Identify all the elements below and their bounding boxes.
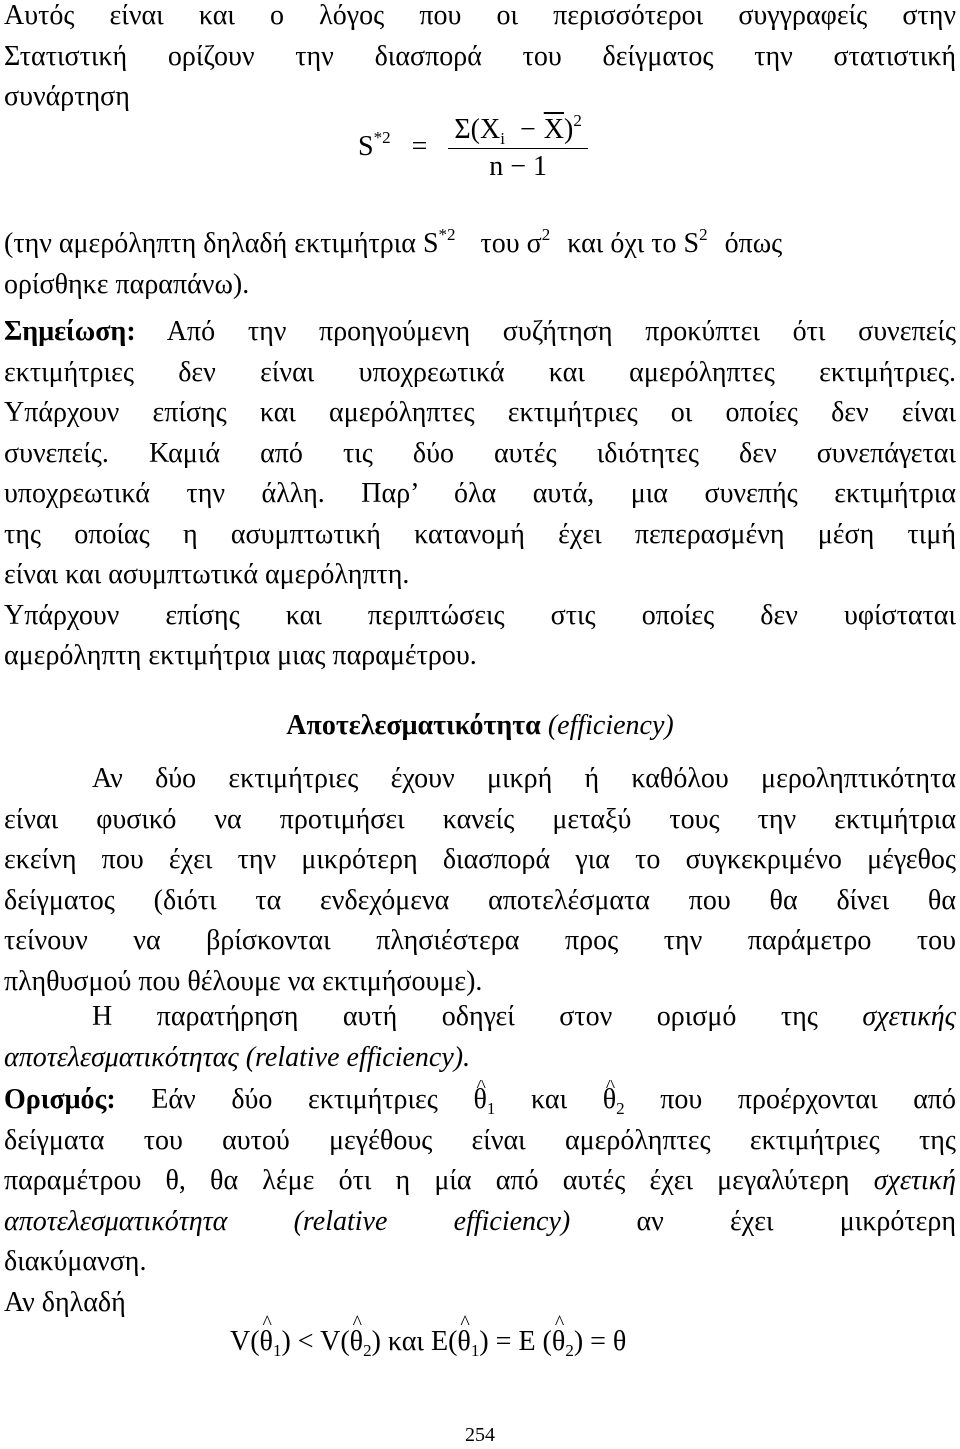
text-line: αμερόληπτη εκτιμήτρια μιας παραμέτρου.: [4, 640, 477, 671]
theta-symbol: θ: [349, 1326, 364, 1357]
formula-part: ): [281, 1326, 291, 1357]
theta-symbol: θ: [457, 1326, 471, 1357]
theta-symbol: θ: [473, 1084, 487, 1115]
text-fragment: του σ: [473, 228, 542, 259]
text-line: δείγματος (διότι τα ενδεχόμενα αποτελέσματα που θα δίνει θα: [4, 884, 956, 916]
text-fragment: Εάν δύο εκτιμήτριες: [115, 1084, 474, 1115]
subscript: 1: [470, 1341, 480, 1360]
text-line: Υπάρχουν επίσης και αμερόληπτες εκτιμήτριες οι οποίες δεν είναι: [4, 397, 956, 428]
text-line: [4, 224, 956, 265]
subscript: 1: [486, 1099, 496, 1118]
formula-part: <: [290, 1326, 321, 1357]
text-fragment-italic: σχετική: [873, 1165, 956, 1196]
theta-hat-1: [474, 1080, 496, 1121]
text-line: είναι φυσικό να προτιμήσει κανείς μεταξύ τους την εκτιμήτρια: [4, 803, 956, 835]
superscript: 2: [541, 225, 551, 244]
text-line: [4, 1161, 956, 1202]
text-line: τείνουν να βρίσκονται πλησιέστερα προς την παράμετρο του: [4, 925, 956, 956]
formula-part: και: [380, 1326, 431, 1357]
text-line: [4, 1080, 956, 1121]
text-fragment: παραμέτρου θ, θα λέμε ότι η μία από αυτές έχει μεγαλύτερη: [4, 1165, 874, 1196]
text-line: ορίσθηκε παραπάνω).: [4, 268, 250, 300]
formula-minus: −: [519, 114, 536, 145]
text-line: [4, 1202, 956, 1243]
theta-hat-2: [552, 1326, 574, 1358]
theta-symbol: θ: [259, 1326, 273, 1357]
text-line: υποχρεωτικά την άλλη. Παρ’ όλα αυτά, μια συνεπής εκτιμήτρια: [4, 478, 956, 509]
text-line: πληθυσμού που θέλουμε να εκτιμήσουμε).: [4, 965, 483, 997]
note-label: Σημείωση:: [4, 316, 136, 347]
formula-fraction: [448, 111, 587, 183]
text-line: συνεπείς. Καμιά από τις δύο αυτές ιδιότητες δεν συνεπάγεται: [4, 437, 956, 469]
theta-symbol: θ: [551, 1326, 566, 1357]
section-title-bold: Αποτελεσματικότητα: [286, 710, 541, 741]
section-title-italic: (efficiency): [540, 710, 674, 741]
section-title: [4, 706, 956, 747]
formula-part: =: [488, 1326, 519, 1357]
text-fragment: όπως: [717, 228, 783, 259]
text-line: εκτιμήτριες δεν είναι υποχρεωτικά και αμερόληπτες εκτιμήτριες.: [4, 356, 956, 388]
theta-hat-1: [457, 1326, 479, 1358]
text-line: της οποίας η ασυμπτωτική κατανομή έχει πεπερασμένη μέση τιμή: [4, 518, 956, 550]
text-line: εκείνη που έχει την μικρότερη διασπορά για το συγκεκριμένο μέγεθος: [4, 844, 956, 875]
formula-part: ): [371, 1326, 381, 1357]
text-line: Στατιστική ορίζουν την διασπορά του δείγματος την στατιστική: [4, 40, 956, 72]
text-fragment-italic: αποτελεσματικότητας (relative efficiency).: [4, 1041, 471, 1073]
superscript: *2: [438, 225, 456, 244]
formula-numerator: [448, 111, 587, 149]
text-fragment: Από την προηγούμενη συζήτηση προκύπτει ότι συνεπείς: [135, 316, 956, 347]
formula-part: ): [573, 1326, 584, 1357]
subscript: 2: [363, 1341, 372, 1360]
paragraph-note: [4, 312, 956, 677]
theta-hat-1: [260, 1326, 282, 1358]
theta-hat-2: [603, 1080, 625, 1121]
formula-part: E(: [430, 1326, 458, 1357]
formula-lhs: S: [358, 130, 374, 162]
text-line: Αν δύο εκτιμήτριες έχουν μικρή ή καθόλου μεροληπτικότητα: [92, 763, 956, 794]
subscript: 1: [272, 1341, 282, 1360]
text-line: συνάρτηση: [4, 81, 130, 112]
section-title-line: [4, 706, 956, 747]
paragraph-intro: [4, 0, 956, 118]
formula-efficiency-condition: [230, 1326, 626, 1358]
formula-equals: =: [411, 130, 428, 162]
text-line: [4, 1038, 956, 1079]
definition-label: Ορισμός:: [4, 1084, 116, 1115]
text-fragment: και: [531, 1084, 603, 1115]
text-line: Αυτός είναι και ο λόγος που οι περισσότεροι συγγραφείς στην: [4, 0, 956, 31]
text-fragment: και όχι το S: [560, 228, 700, 259]
formula-part: V(: [320, 1326, 350, 1357]
text-line: Υπάρχουν επίσης και περιπτώσεις στις οποίες δεν υφίσταται: [4, 599, 956, 631]
formula-close-paren: ): [563, 114, 574, 145]
paragraph-observation: [4, 997, 956, 1078]
formula-sample-variance: [358, 111, 588, 183]
text-fragment-italic: σχετικής: [862, 1001, 956, 1032]
text-line: είναι και ασυμπτωτικά αμερόληπτη.: [4, 559, 410, 590]
formula-part: = θ: [583, 1326, 627, 1357]
subscript: 2: [616, 1099, 625, 1118]
page-number: 254: [465, 1424, 495, 1446]
paragraph-efficiency: [4, 759, 956, 1002]
formula-xbar: $\overline{X}$: [543, 114, 564, 145]
superscript: 2: [699, 225, 708, 244]
formula-part: V(: [230, 1326, 260, 1357]
text-line: [4, 997, 956, 1038]
text-fragment-italic: αποτελεσματικότητα (relative efficiency): [4, 1205, 571, 1237]
text-fragment: που προέρχονται από: [660, 1084, 956, 1115]
theta-symbol: θ: [602, 1084, 617, 1115]
formula-sum: Σ(X: [454, 114, 501, 145]
theta-hat-2: [350, 1326, 372, 1358]
text-line: διακύμανση.: [4, 1246, 147, 1277]
formula-part: E (: [518, 1326, 552, 1357]
formula-sub-i: i: [500, 129, 505, 148]
text-line: δείγματα του αυτού μεγέθους είναι αμερόληπτες εκτιμήτριες της: [4, 1124, 956, 1156]
text-fragment: (την αμερόληπτη δηλαδή εκτιμήτρια S: [4, 228, 439, 259]
formula-square: 2: [573, 111, 582, 130]
paragraph-unbiased: [4, 224, 956, 305]
formula-part: ): [479, 1326, 489, 1357]
formula-lhs-sup: *2: [373, 127, 391, 147]
text-line: [4, 312, 956, 353]
formula-denominator: n − 1: [489, 151, 547, 182]
subscript: 2: [565, 1341, 574, 1360]
text-fragment: Η παρατήρηση αυτή οδηγεί στον ορισμό της: [92, 1001, 863, 1032]
text-line: Αν δηλαδή: [4, 1286, 126, 1318]
text-fragment: αν έχει μικρότερη: [570, 1205, 956, 1237]
paragraph-definition: [4, 1080, 956, 1323]
